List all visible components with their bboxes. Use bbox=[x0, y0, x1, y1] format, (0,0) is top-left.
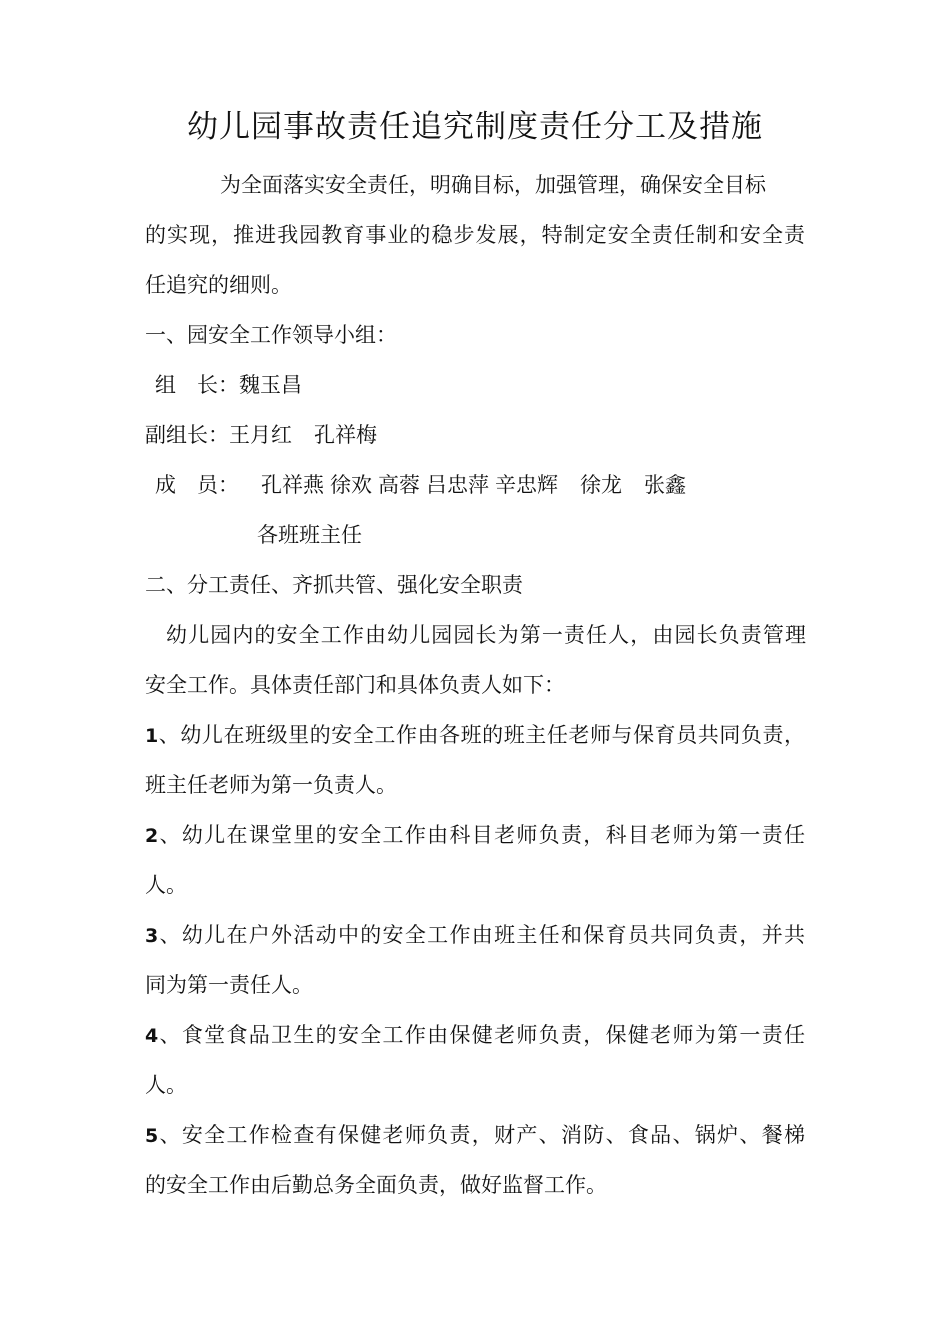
member-name: 张鑫 bbox=[644, 473, 686, 497]
section1-heading: 一、园安全工作领导小组： bbox=[145, 323, 397, 347]
deputy-label: 副组长： bbox=[145, 423, 229, 447]
deputy-name-2: 孔祥梅 bbox=[314, 423, 377, 447]
member-name: 孔祥燕 bbox=[261, 473, 324, 497]
list-item-4-line-2: 人。 bbox=[145, 1073, 187, 1097]
list-item-text: 、幼儿在户外活动中的安全工作由班主任和保育员共同负责，并共 bbox=[158, 923, 805, 947]
intro-line-2: 的实现，推进我园教育事业的稳步发展，特制定安全责任制和安全责 bbox=[145, 223, 805, 247]
list-item-4-line-1 bbox=[145, 1020, 805, 1051]
list-item-1-line-2: 班主任老师为第一负责人。 bbox=[145, 773, 397, 797]
member-name: 徐欢 bbox=[330, 473, 372, 497]
section2-heading: 二、分工责任、齐抓共管、强化安全职责 bbox=[145, 573, 523, 597]
intro-line-1: 为全面落实安全责任，明确目标，加强管理，确保安全目标 bbox=[220, 173, 766, 197]
deputy-name-1: 王月红 bbox=[229, 423, 292, 447]
list-item-1-line-1 bbox=[145, 720, 805, 751]
deputy-row bbox=[145, 420, 377, 450]
members-row bbox=[155, 470, 686, 500]
section2-intro-line-1: 幼儿园内的安全工作由幼儿园园长为第一责任人，由园长负责管理 bbox=[166, 623, 806, 647]
intro-line-3: 任追究的细则。 bbox=[145, 273, 292, 297]
member-name: 徐龙 bbox=[580, 473, 622, 497]
list-item-2-line-1 bbox=[145, 820, 805, 851]
list-item-number: 1 bbox=[145, 725, 159, 747]
list-item-text: 、幼儿在课堂里的安全工作由科目老师负责，科目老师为第一责任 bbox=[158, 823, 805, 847]
member-name: 辛忠辉 bbox=[495, 473, 558, 497]
list-item-3-line-1 bbox=[145, 920, 805, 951]
leader-label: 组 长： bbox=[155, 373, 239, 397]
section2-intro-line-2: 安全工作。具体责任部门和具体负责人如下： bbox=[145, 673, 565, 697]
list-item-number: 2 bbox=[145, 825, 159, 847]
list-item-3-line-2: 同为第一责任人。 bbox=[145, 973, 313, 997]
list-item-text: 、食堂食品卫生的安全工作由保健老师负责，保健老师为第一责任 bbox=[158, 1023, 805, 1047]
list-item-5-line-2: 的安全工作由后勤总务全面负责，做好监督工作。 bbox=[145, 1173, 607, 1197]
document-title: 幼儿园事故责任追究制度责任分工及措施 bbox=[187, 109, 763, 145]
member-name: 吕忠萍 bbox=[426, 473, 489, 497]
list-item-number: 5 bbox=[145, 1125, 159, 1147]
list-item-text: 、安全工作检查有保健老师负责，财产、消防、食品、锅炉、餐梯 bbox=[158, 1123, 805, 1147]
list-item-text: 、幼儿在班级里的安全工作由各班的班主任老师与保育员共同负责， bbox=[158, 723, 805, 747]
leader-name: 魏玉昌 bbox=[239, 373, 302, 397]
member-name: 高蓉 bbox=[378, 473, 420, 497]
list-item-number: 4 bbox=[145, 1025, 159, 1047]
list-item-5-line-1 bbox=[145, 1120, 805, 1151]
leader-row bbox=[155, 370, 302, 400]
members-label: 成 员： bbox=[155, 473, 239, 497]
members-extra: 各班班主任 bbox=[257, 523, 362, 547]
list-item-2-line-2: 人。 bbox=[145, 873, 187, 897]
list-item-number: 3 bbox=[145, 925, 159, 947]
